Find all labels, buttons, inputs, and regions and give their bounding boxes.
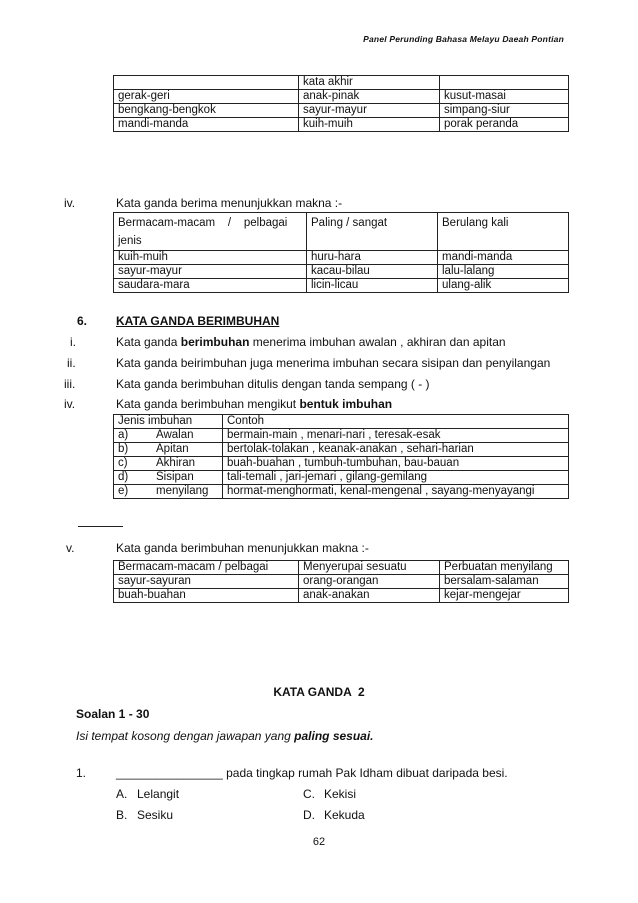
- table-imbuhan: [113, 414, 569, 499]
- row-letter: e): [118, 485, 129, 497]
- item-text: Kata ganda berimbuhan menunjukkan makna :-: [116, 541, 369, 555]
- section-number: 6.: [77, 314, 88, 328]
- row-letter: b): [118, 443, 129, 455]
- row-jenis: menyilang: [156, 485, 209, 497]
- option-c[interactable]: [303, 787, 356, 801]
- table-cell: kejar-mengejar: [440, 589, 569, 603]
- bold-term: bentuk imbuhan: [299, 397, 393, 411]
- table-cell: bengkang-bengkok: [114, 104, 299, 118]
- bold-term: berimbuhan: [180, 335, 250, 349]
- table-cell: gerak-geri: [114, 90, 299, 104]
- table-cell: orang-orangan: [299, 575, 440, 589]
- table-header-row: [114, 561, 569, 575]
- table-header-row: [114, 76, 569, 90]
- table-row: [114, 90, 569, 104]
- table-row: [114, 457, 569, 471]
- table-cell: [114, 471, 223, 485]
- option-text: Lelangit: [137, 787, 180, 801]
- item-number: iv.: [64, 397, 76, 411]
- table-header-cell: Contoh: [223, 415, 569, 429]
- table-cell: bersalam-salaman: [440, 575, 569, 589]
- table-row: [114, 471, 569, 485]
- row-jenis: Apitan: [156, 443, 189, 455]
- section-title: KATA GANDA BERIMBUHAN: [116, 314, 280, 328]
- row-letter: a): [118, 429, 129, 441]
- table-cell: mandi-manda: [438, 251, 569, 265]
- table-header-cell: Berulang kali: [438, 213, 569, 251]
- row-jenis: Akhiran: [156, 457, 195, 469]
- table-cell: kacau-bilau: [307, 265, 438, 279]
- table-row: [114, 589, 569, 603]
- table-row: [114, 485, 569, 499]
- item-text: Kata ganda berimbuhan ditulis dengan tanda sempang ( - ): [116, 377, 430, 391]
- table-cell: kuih-muih: [299, 118, 440, 132]
- option-text: Kekisi: [324, 787, 357, 801]
- table-row: [114, 104, 569, 118]
- item-number: i.: [70, 335, 76, 349]
- table-makna-berimbuhan: [113, 560, 569, 603]
- table-cell: ulang-alik: [438, 279, 569, 293]
- question-text: [116, 766, 508, 780]
- table-cell: buah-buahan , tumbuh-tumbuhan, bau-bauan: [223, 457, 569, 471]
- table-cell: kusut-masai: [440, 90, 569, 104]
- table-header-cell: Bermacam-macam / pelbagai: [114, 561, 299, 575]
- table-header-cell: Perbuatan menyilang: [440, 561, 569, 575]
- table-cell: saudara-mara: [114, 279, 307, 293]
- header-line: Bermacam-macam / pelbagai: [118, 217, 288, 229]
- table-cell: simpang-siur: [440, 104, 569, 118]
- text-part: Kata ganda: [116, 335, 181, 349]
- soalan-range: Soalan 1 - 30: [76, 707, 150, 721]
- separator-line: [78, 526, 123, 527]
- option-b[interactable]: [116, 808, 173, 822]
- table-cell: tali-temali , jari-jemari , gilang-gemilang: [223, 471, 569, 485]
- table-header-cell: [114, 213, 307, 251]
- text-part: Isi tempat kosong dengan jawapan yang: [76, 729, 295, 743]
- option-label: D.: [303, 808, 315, 822]
- item-text: [116, 397, 392, 411]
- row-jenis: Sisipan: [156, 471, 194, 483]
- table-cell: [114, 443, 223, 457]
- item-text: Kata ganda beirimbuhan juga menerima imbuhan secara sisipan dan penyilangan: [116, 356, 551, 370]
- item-number: ii.: [67, 356, 76, 370]
- table-cell: bertolak-tolakan , keanak-anakan , sehari-harian: [223, 443, 569, 457]
- page-header: Panel Perunding Bahasa Melayu Daeah Pontian: [363, 34, 564, 44]
- option-text: Kekuda: [324, 808, 365, 822]
- table-cell: kuih-muih: [114, 251, 307, 265]
- option-a[interactable]: [116, 787, 179, 801]
- table-header-cell: Paling / sangat: [307, 213, 438, 251]
- text-part: Kata ganda berimbuhan mengikut: [116, 397, 300, 411]
- table-cell: hormat-menghormati, kenal-mengenal , sayang-menyayangi: [223, 485, 569, 499]
- table-cell: porak peranda: [440, 118, 569, 132]
- table-cell: lalu-lalang: [438, 265, 569, 279]
- text-part: menerima imbuhan awalan , akhiran dan apitan: [249, 335, 506, 349]
- instruction-text: [76, 729, 374, 743]
- table-row: [114, 429, 569, 443]
- table-row: [114, 279, 569, 293]
- item-number: iv.: [64, 196, 76, 210]
- question-number: 1.: [76, 766, 87, 780]
- option-label: C.: [303, 787, 315, 801]
- table-cell: [114, 429, 223, 443]
- table-header-cell: [114, 76, 299, 90]
- table-row: [114, 251, 569, 265]
- section-title: KATA GANDA 2: [273, 685, 365, 699]
- table-row: [114, 443, 569, 457]
- table-cell: [114, 457, 223, 471]
- table-kata-akhir: [113, 75, 569, 132]
- row-jenis: Awalan: [156, 429, 194, 441]
- row-letter: d): [118, 471, 129, 483]
- table-cell: bermain-main , menari-nari , teresak-esak: [223, 429, 569, 443]
- table-header-row: [114, 415, 569, 429]
- option-d[interactable]: [303, 808, 365, 822]
- table-cell: buah-buahan: [114, 589, 299, 603]
- answer-blank: ________________: [116, 766, 223, 780]
- table-cell: licin-licau: [307, 279, 438, 293]
- item-number: v.: [66, 541, 75, 555]
- table-row: [114, 575, 569, 589]
- option-label: A.: [116, 787, 128, 801]
- table-cell: huru-hara: [307, 251, 438, 265]
- table-row: [114, 118, 569, 132]
- table-cell: sayur-mayur: [114, 265, 307, 279]
- header-line: jenis: [118, 235, 142, 247]
- table-cell: sayur-mayur: [299, 104, 440, 118]
- table-cell: anak-anakan: [299, 589, 440, 603]
- item-text: Kata ganda berima menunjukkan makna :-: [116, 196, 343, 210]
- bold-term: paling sesuai.: [294, 729, 374, 743]
- table-cell: sayur-sayuran: [114, 575, 299, 589]
- table-cell: mandi-manda: [114, 118, 299, 132]
- page-number: 62: [312, 836, 326, 848]
- row-letter: c): [118, 457, 128, 469]
- table-cell: anak-pinak: [299, 90, 440, 104]
- table-row: [114, 265, 569, 279]
- table-header-row: [114, 213, 569, 251]
- table-header-cell: kata akhir: [299, 76, 440, 90]
- option-text: Sesiku: [137, 808, 174, 822]
- table-header-cell: [440, 76, 569, 90]
- option-label: B.: [116, 808, 128, 822]
- item-number: iii.: [64, 377, 76, 391]
- text-part: pada tingkap rumah Pak Idham dibuat daripada besi.: [222, 766, 508, 780]
- table-cell: [114, 485, 223, 499]
- item-text: [116, 335, 506, 349]
- table-header-cell: Menyerupai sesuatu: [299, 561, 440, 575]
- table-header-cell: Jenis imbuhan: [114, 415, 223, 429]
- table-kata-berima: [113, 212, 569, 293]
